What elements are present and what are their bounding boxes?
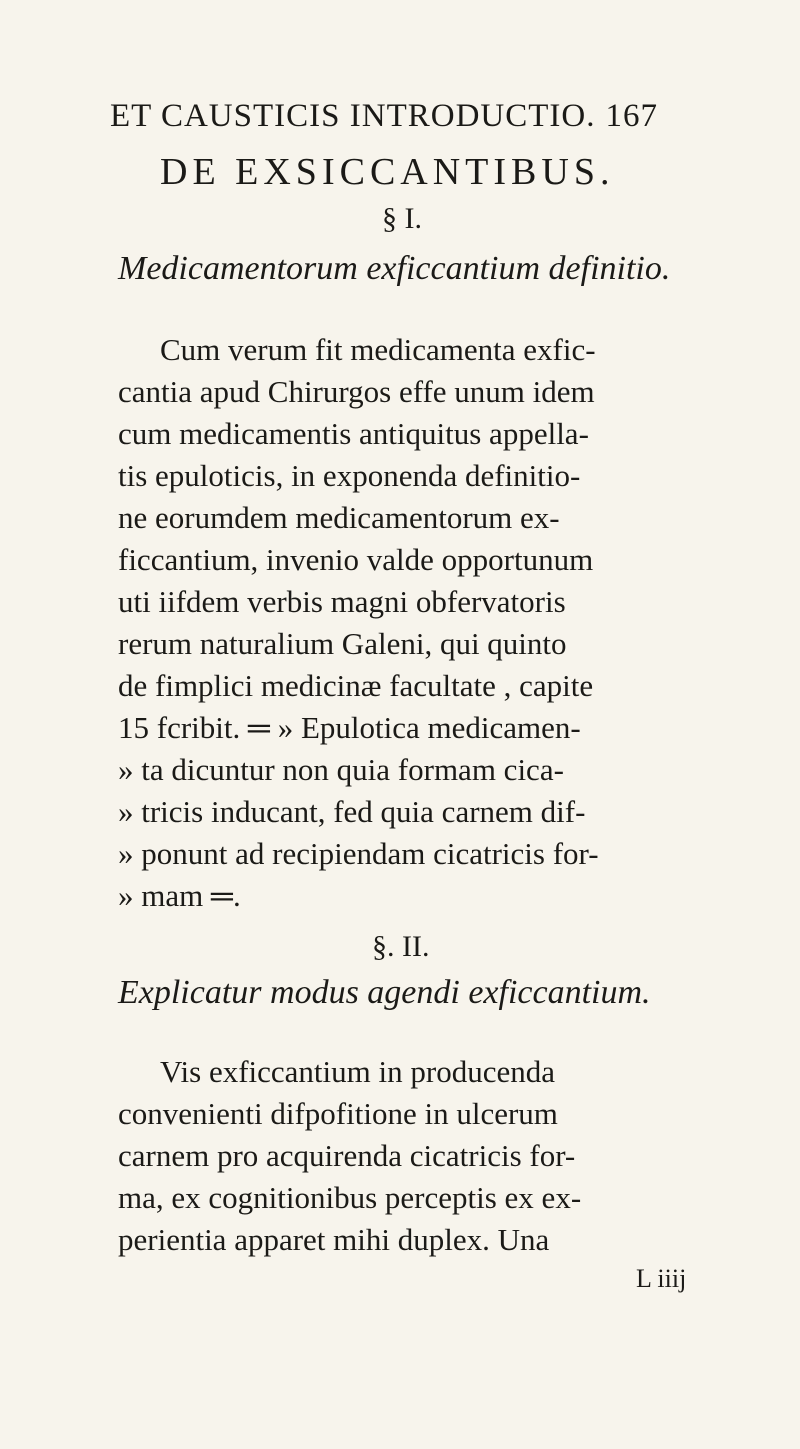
running-head (110, 98, 730, 135)
text-line: » tricis inducant, fed quia carnem dif- (118, 794, 586, 829)
section-2-mark: §. II. (372, 930, 430, 963)
text-line: ma, ex cognitionibus perceptis ex ex- (118, 1180, 582, 1215)
section-title: DE EXSICCANTIBUS. (160, 151, 615, 193)
text-line: Vis exficcantium in producenda (160, 1054, 555, 1089)
section-2-heading: Explicatur modus agendi exficcantium. (118, 974, 651, 1011)
section-1-heading: Medicamentorum exficcantium definitio. (118, 250, 671, 287)
text-line: » ponunt ad recipiendam cicatricis for- (118, 836, 599, 871)
signature-mark: L iiij (636, 1264, 687, 1293)
text-line: tis epuloticis, in exponenda definitio- (118, 458, 581, 493)
text-line: rerum naturalium Galeni, qui quinto (118, 626, 567, 661)
text-line: cantia apud Chirurgos effe unum idem (118, 374, 595, 409)
page-number: 167 (605, 98, 658, 134)
text-line: convenienti difpofitione in ulcerum (118, 1096, 558, 1131)
text-line: carnem pro acquirenda cicatricis for- (118, 1138, 576, 1173)
text-line: » mam ═. (118, 878, 241, 913)
text-line: Cum verum fit medicamenta exfic- (160, 332, 596, 367)
text-line: uti iifdem verbis magni obfervatoris (118, 584, 566, 619)
text-line: 15 fcribit. ═ » Epulotica medicamen- (118, 710, 581, 745)
text-line: » ta dicuntur non quia formam cica- (118, 752, 564, 787)
running-head-title: ET CAUSTICIS INTRODUCTIO. (110, 98, 596, 134)
text-line: cum medicamentis antiquitus appella- (118, 416, 589, 451)
text-line: perientia apparet mihi duplex. Una (118, 1222, 550, 1257)
text-line: ne eorumdem medicamentorum ex- (118, 500, 560, 535)
section-1-mark: § I. (382, 202, 422, 235)
text-line: de fimplici medicinæ facultate , capite (118, 668, 594, 703)
text-line: ficcantium, invenio valde opportunum (118, 542, 594, 577)
